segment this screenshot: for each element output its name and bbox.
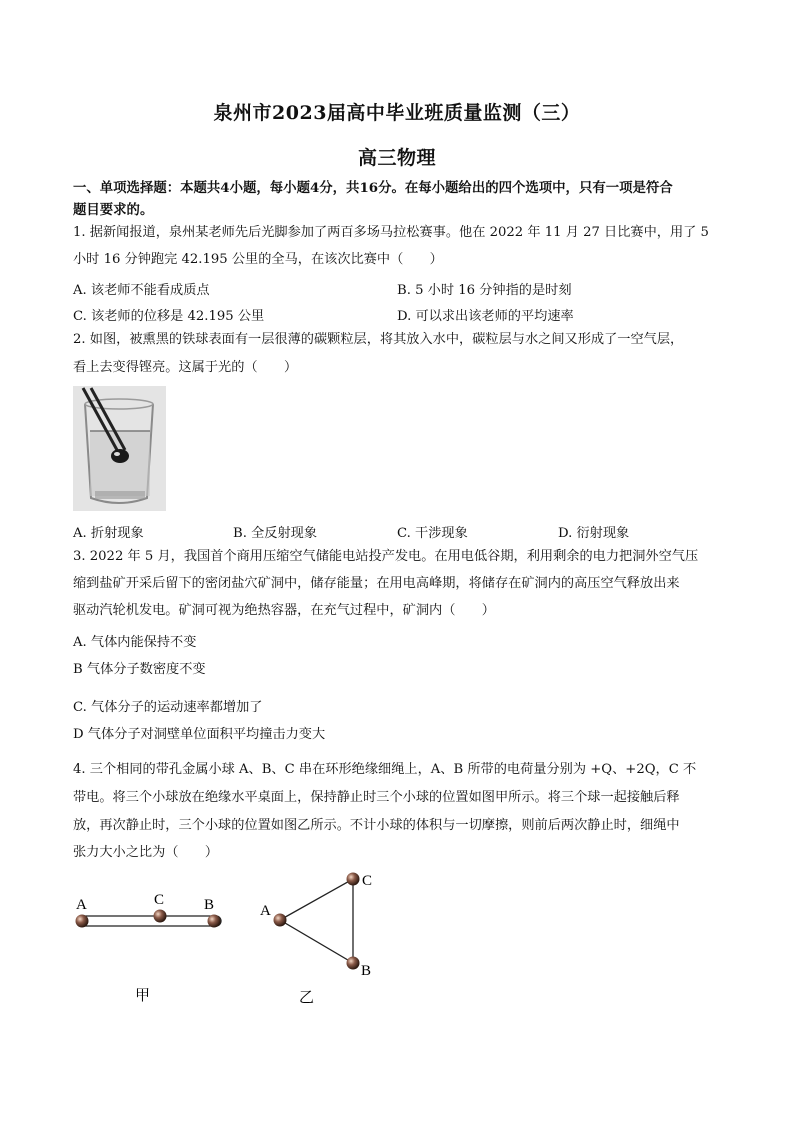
q3-line1: 3. 2022 年 5 月，我国首个商用压缩空气储能电站投产发电。在用电低谷期，利用剩余的电力把洞外空气压 — [73, 549, 699, 564]
q1-option-c: C. 该老师的位移是 42.195 公里 — [73, 309, 265, 324]
label-a: A — [76, 897, 87, 913]
q3-option-b: B 气体分子数密度不变 — [73, 662, 206, 677]
blackened-ball-in-water-photo — [73, 386, 166, 511]
caption-jia: 甲 — [135, 986, 151, 1004]
q3-option-d: D 气体分子对洞壁单位面积平均撞击力变大 — [73, 727, 326, 742]
exam-title: 泉州市2023届高中毕业班质量监测（三） — [213, 102, 581, 124]
ball-c — [347, 873, 360, 886]
q4-line2: 带电。将三个小球放在绝缘水平桌面上，保持静止时三个小球的位置如图甲所示。将三个球一起接触后释 — [73, 790, 680, 805]
q3-line2: 缩到盐矿开采后留下的密闭盐穴矿洞中，储存能量；在用电高峰期，将储存在矿洞内的高压空气释放出来 — [73, 576, 680, 591]
label-a: A — [260, 903, 271, 919]
q4-line1: 4. 三个相同的带孔金属小球 A、B、C 串在环形绝缘细绳上，A、B 所带的电荷量分别为 +Q、+2Q，C 不 — [73, 762, 697, 777]
section-heading-line1: 一、单项选择题：本题共4小题，每小题4分，共16分。在每小题给出的四个选项中，只有一项是符合 — [73, 180, 673, 196]
q2-option-b: B. 全反射现象 — [233, 526, 318, 541]
q2-option-d: D. 衍射现象 — [558, 526, 630, 541]
ball-b — [347, 957, 360, 970]
ball-c — [154, 910, 167, 923]
rope-triangle — [280, 879, 353, 963]
label-c: C — [154, 892, 165, 908]
label-b: B — [204, 897, 215, 913]
q4-line3: 放，再次静止时，三个小球的位置如图乙所示。不计小球的体积与一切摩擦，则前后两次静止时，细绳中 — [73, 818, 680, 833]
q1-line2: 小时 16 分钟跑完 42.195 公里的全马，在该次比赛中（ ） — [73, 252, 443, 267]
q3-line3: 驱动汽轮机发电。矿洞可视为绝热容器，在充气过程中，矿洞内（ ） — [73, 603, 495, 618]
q1-line1: 1. 据新闻报道，泉州某老师先后光脚参加了两百多场马拉松赛事。他在 2022 年 11 月 27 日比赛中，用了 5 — [73, 225, 709, 240]
label-c: C — [362, 873, 373, 889]
exam-subject: 高三物理 — [357, 147, 436, 169]
ball-b — [208, 915, 221, 928]
q2-line1: 2. 如图，被熏黑的铁球表面有一层很薄的碳颗粒层，将其放入水中，碳粒层与水之间又形成了一空气层， — [73, 332, 684, 347]
figure-yi — [255, 865, 385, 1010]
ball-a — [274, 914, 287, 927]
q1-option-b: B. 5 小时 16 分钟指的是时刻 — [397, 283, 572, 298]
q1-option-a: A. 该老师不能看成质点 — [73, 283, 210, 298]
label-b: B — [361, 963, 372, 979]
figure-yi-diagram — [255, 865, 385, 1010]
q2-line2: 看上去变得铿亮。这属于光的（ ） — [73, 360, 298, 375]
section-heading-line2: 题目要求的。 — [73, 202, 154, 218]
q3-option-a: A. 气体内能保持不变 — [73, 635, 197, 650]
figure-jia — [68, 885, 228, 1005]
q2-option-c: C. 干涉现象 — [397, 526, 468, 541]
q1-option-d: D. 可以求出该老师的平均速率 — [397, 309, 574, 324]
caption-yi: 乙 — [299, 988, 315, 1006]
q3-option-c: C. 气体分子的运动速率都增加了 — [73, 700, 263, 715]
q4-line4: 张力大小之比为（ ） — [73, 845, 219, 860]
ball-a — [76, 915, 89, 928]
q2-option-a: A. 折射现象 — [73, 526, 144, 541]
figure-jia-diagram — [68, 885, 228, 1005]
